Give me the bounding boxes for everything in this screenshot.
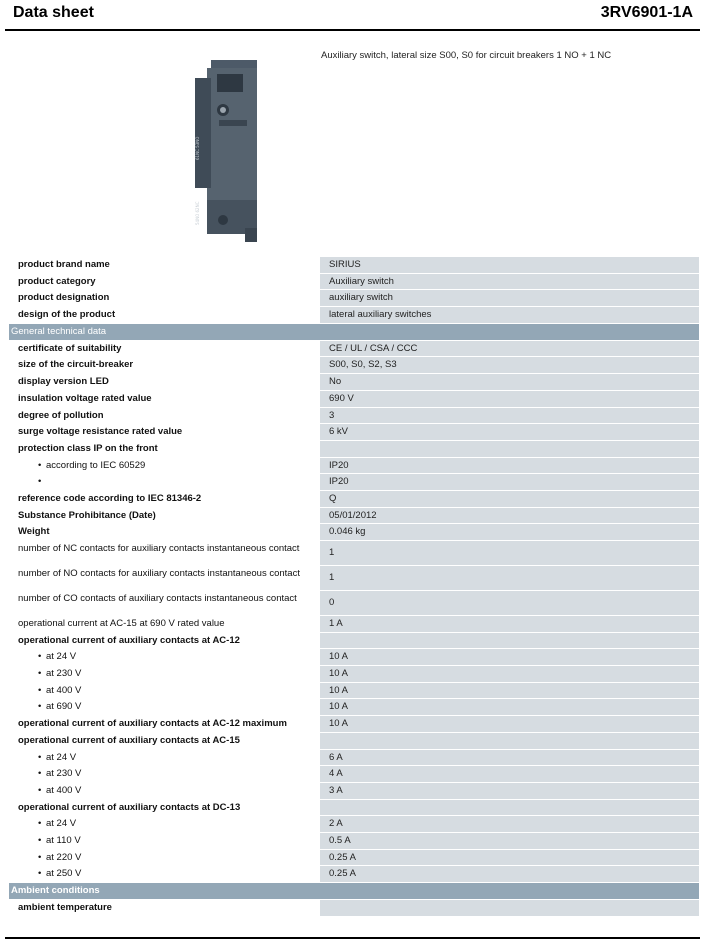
row-value: [320, 633, 699, 649]
table-row: [9, 474, 699, 491]
row-label: • at 24 V: [9, 816, 320, 832]
table-row: [9, 566, 699, 591]
row-label: • at 400 V: [9, 783, 320, 799]
table-row: [9, 683, 699, 700]
row-value: [320, 800, 699, 816]
row-label: number of NC contacts for auxiliary contacts instantaneous contact: [18, 543, 300, 554]
table-row: [9, 850, 699, 867]
row-value: 1 A: [320, 616, 699, 632]
row-value: 10 A: [320, 649, 699, 665]
table-row: [9, 441, 699, 458]
row-label: operational current of auxiliary contacts at AC-12 maximum: [18, 718, 287, 730]
row-label: • at 24 V: [9, 750, 320, 766]
row-label: • at 220 V: [9, 850, 320, 866]
table-row: [9, 866, 699, 883]
row-value: 4 A: [320, 766, 699, 782]
table-row: [9, 666, 699, 683]
spec-table: [9, 257, 699, 917]
product-description: Auxiliary switch, lateral size S00, S0 for circuit breakers 1 NO + 1 NC: [321, 50, 612, 61]
row-value: 0.25 A: [320, 866, 699, 882]
row-value: 10 A: [320, 666, 699, 682]
table-row: [9, 783, 699, 800]
section-general: General technical data: [9, 324, 699, 341]
row-label: number of CO contacts of auxiliary contacts instantaneous contact: [18, 593, 297, 604]
table-row: [9, 750, 699, 767]
row-label: number of NO contacts for auxiliary contacts instantaneous contact: [18, 568, 300, 579]
table-row: [9, 766, 699, 783]
row-value: [320, 900, 699, 916]
table-row: [9, 649, 699, 666]
row-value: 10 A: [320, 683, 699, 699]
table-row: [9, 591, 699, 616]
table-row: [9, 816, 699, 833]
row-value: CE / UL / CSA / CCC: [320, 341, 699, 357]
row-label: surge voltage resistance rated value: [18, 426, 183, 438]
row-value: S00, S0, S2, S3: [320, 357, 699, 373]
row-value: [320, 441, 699, 457]
row-label: size of the circuit-breaker: [18, 359, 134, 371]
product-code: 3RV6901-1A: [600, 4, 693, 21]
table-row: [9, 374, 699, 391]
row-value: 6 A: [320, 750, 699, 766]
row-label: Substance Prohibitance (Date): [18, 509, 156, 521]
terminal-label-top: 61NC 53NO: [195, 136, 200, 160]
table-row: [9, 257, 699, 274]
row-value: Q: [320, 491, 699, 507]
row-value: 0.25 A: [320, 850, 699, 866]
terminal-label-bottom: 54NO 62NC: [195, 201, 200, 225]
table-row: [9, 290, 699, 307]
row-value: 05/01/2012: [320, 508, 699, 524]
table-row: [9, 408, 699, 425]
row-label: reference code according to IEC 81346-2: [18, 492, 202, 504]
row-value: 3: [320, 408, 699, 424]
table-row: [9, 274, 699, 291]
row-label: insulation voltage rated value: [18, 392, 152, 404]
row-label: product category: [18, 275, 96, 287]
row-value: [320, 733, 699, 749]
table-row: [9, 341, 699, 358]
row-value: 0.5 A: [320, 833, 699, 849]
table-row: [9, 458, 699, 475]
row-label: • at 230 V: [9, 766, 320, 782]
row-value: IP20: [320, 474, 699, 490]
table-row: [9, 716, 699, 733]
row-label: protection class IP on the front: [18, 442, 158, 454]
row-value: 2 A: [320, 816, 699, 832]
row-label: • at 690 V: [9, 699, 320, 715]
row-value: SIRIUS: [320, 257, 699, 273]
document-title: Data sheet: [13, 4, 94, 21]
row-label: display version LED: [18, 376, 109, 388]
table-row: [9, 357, 699, 374]
header-rule: [5, 29, 700, 31]
table-row: [9, 508, 699, 525]
row-label: • according to IEC 60529: [9, 458, 320, 474]
row-value: IP20: [320, 458, 699, 474]
row-label: operational current of auxiliary contacts at AC-12: [18, 634, 240, 646]
row-label: degree of pollution: [18, 409, 104, 421]
row-value: auxiliary switch: [320, 290, 699, 306]
table-row: [9, 833, 699, 850]
table-row: [9, 616, 699, 633]
row-value: 3 A: [320, 783, 699, 799]
row-label: Weight: [18, 526, 50, 538]
table-row: [9, 800, 699, 817]
row-value: 0.046 kg: [320, 524, 699, 540]
row-value: lateral auxiliary switches: [320, 307, 699, 323]
row-label: design of the product: [18, 309, 116, 321]
row-label: • at 400 V: [9, 683, 320, 699]
row-label: • at 110 V: [9, 833, 320, 849]
row-label: operational current of auxiliary contacts at DC-13: [18, 801, 241, 813]
row-value: 1: [320, 566, 699, 590]
table-row: [9, 900, 699, 917]
row-label: • at 250 V: [9, 866, 320, 882]
section-ambient: Ambient conditions: [9, 883, 699, 900]
product-image: [187, 60, 267, 245]
row-value: 10 A: [320, 699, 699, 715]
row-label: • at 24 V: [9, 649, 320, 665]
row-label: • at 230 V: [9, 666, 320, 682]
row-value: 690 V: [320, 391, 699, 407]
row-label: ambient temperature: [18, 902, 112, 913]
row-label: product brand name: [18, 259, 110, 270]
row-value: 1: [320, 541, 699, 565]
table-row: [9, 633, 699, 650]
table-row: [9, 491, 699, 508]
table-row: [9, 524, 699, 541]
table-row: [9, 424, 699, 441]
row-value: Auxiliary switch: [320, 274, 699, 290]
footer-rule: [5, 937, 700, 939]
row-label: product designation: [18, 292, 110, 304]
row-value: 6 kV: [320, 424, 699, 440]
row-value: 10 A: [320, 716, 699, 732]
row-label: operational current at AC-15 at 690 V rated value: [18, 618, 225, 629]
table-row: [9, 541, 699, 566]
row-label: [9, 474, 320, 490]
row-label: certificate of suitability: [18, 342, 122, 354]
row-value: No: [320, 374, 699, 390]
row-label: operational current of auxiliary contacts at AC-15: [18, 734, 240, 746]
page-header: [0, 0, 705, 30]
table-row: [9, 699, 699, 716]
table-row: [9, 307, 699, 324]
table-row: [9, 733, 699, 750]
row-value: 0: [320, 591, 699, 615]
table-row: [9, 391, 699, 408]
